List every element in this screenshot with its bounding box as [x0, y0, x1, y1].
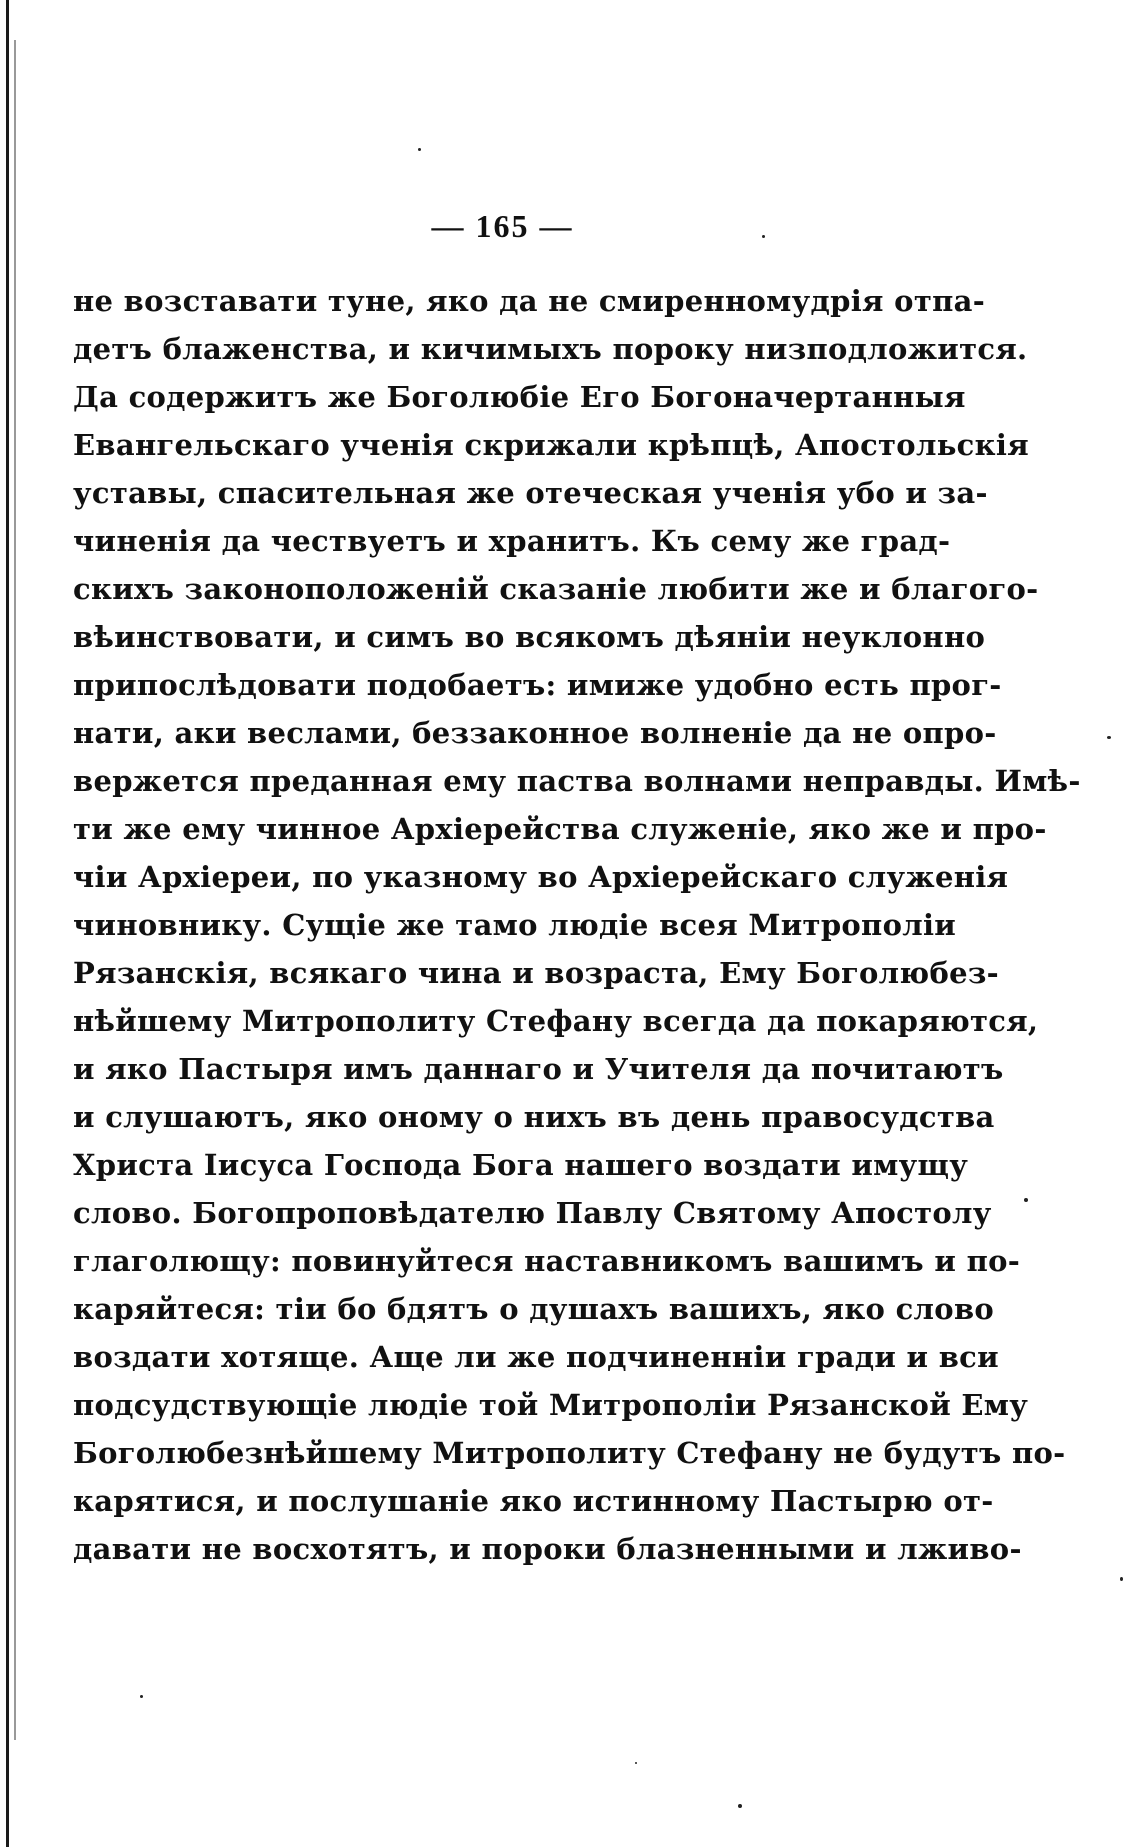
- text-line: уставы, спасительная же отеческая ученія убо и за-: [73, 476, 988, 510]
- text-line: ти же ему чинное Архіерейства служеніе, яко же и про-: [73, 812, 1047, 846]
- text-line: и слушаютъ, яко оному о нихъ въ день правосудства: [73, 1100, 995, 1134]
- text-line: воздати хотяще. Аще ли же подчиненніи гради и вси: [73, 1340, 999, 1374]
- scan-speck: [140, 1695, 143, 1698]
- text-line: каряйтеся: тіи бо бдятъ о душахъ вашихъ, яко слово: [73, 1292, 995, 1326]
- text-line: давати не восхотятъ, и пороки блазненными и лживо-: [73, 1532, 1022, 1566]
- text-line: слово. Богопроповѣдателю Павлу Святому Апостолу: [73, 1196, 992, 1230]
- text-line: Христа Іисуса Господа Бога нашего воздати имущу: [73, 1148, 969, 1182]
- text-line: припослѣдовати подобаетъ: имиже удобно есть прог-: [73, 668, 1002, 702]
- body-text: [73, 277, 1081, 1573]
- text-line: детъ блаженства, и кичимыхъ пороку низподложится.: [73, 332, 1028, 366]
- text-line: вѣинствовати, и симъ во всякомъ дѣяніи неуклонно: [73, 620, 986, 654]
- text-line: чиновнику. Сущіе же тамо людіе всея Митрополіи: [73, 908, 957, 942]
- scan-speck: [635, 1762, 637, 1764]
- text-line: карятися, и послушаніе яко истинному Пастырю от-: [73, 1484, 994, 1518]
- page-number: — 165 —: [431, 208, 574, 244]
- binding-edge-line: [14, 40, 16, 1740]
- scan-speck: [1107, 736, 1111, 739]
- text-line: нати, аки веслами, беззаконное волненіе да не опро-: [73, 716, 997, 750]
- text-line: чіи Архіереи, по указному во Архіерейскаго служенія: [73, 860, 1009, 894]
- text-line: глаголющу: повинуйтеся наставникомъ вашимъ и по-: [73, 1244, 1021, 1278]
- scan-speck: [738, 1804, 742, 1808]
- text-line: Евангельскаго ученія скрижали крѣпцѣ, Апостольскія: [73, 428, 1029, 462]
- scan-speck: [1024, 1198, 1028, 1202]
- text-line: подсудствующіе людіе той Митрополіи Рязанской Ему: [73, 1388, 1029, 1422]
- binding-edge-shadow: [6, 0, 9, 1847]
- text-line: Боголюбезнѣйшему Митрополиту Стефану не будутъ по-: [73, 1436, 1066, 1470]
- text-line: чиненія да чествуетъ и хранитъ. Къ сему же град-: [73, 524, 951, 558]
- scan-speck: [418, 148, 421, 151]
- text-line: не возставати туне, яко да не смиренномудрія отпа-: [73, 284, 986, 318]
- text-line: Рязанскія, всякаго чина и возраста, Ему Боголюбез-: [73, 956, 1000, 990]
- text-line: скихъ законоположеній сказаніе любити же и благого-: [73, 572, 1039, 606]
- text-line: нѣйшему Митрополиту Стефану всегда да покаряются,: [73, 1004, 1039, 1038]
- scan-speck: [762, 235, 765, 238]
- text-line: и яко Пастыря имъ даннаго и Учителя да почитаютъ: [73, 1052, 1004, 1086]
- text-line: вержется преданная ему паства волнами неправды. Имѣ-: [73, 764, 1081, 798]
- text-line: Да содержитъ же Боголюбіе Его Богоначертанныя: [73, 380, 966, 414]
- scan-speck: [1120, 1577, 1123, 1581]
